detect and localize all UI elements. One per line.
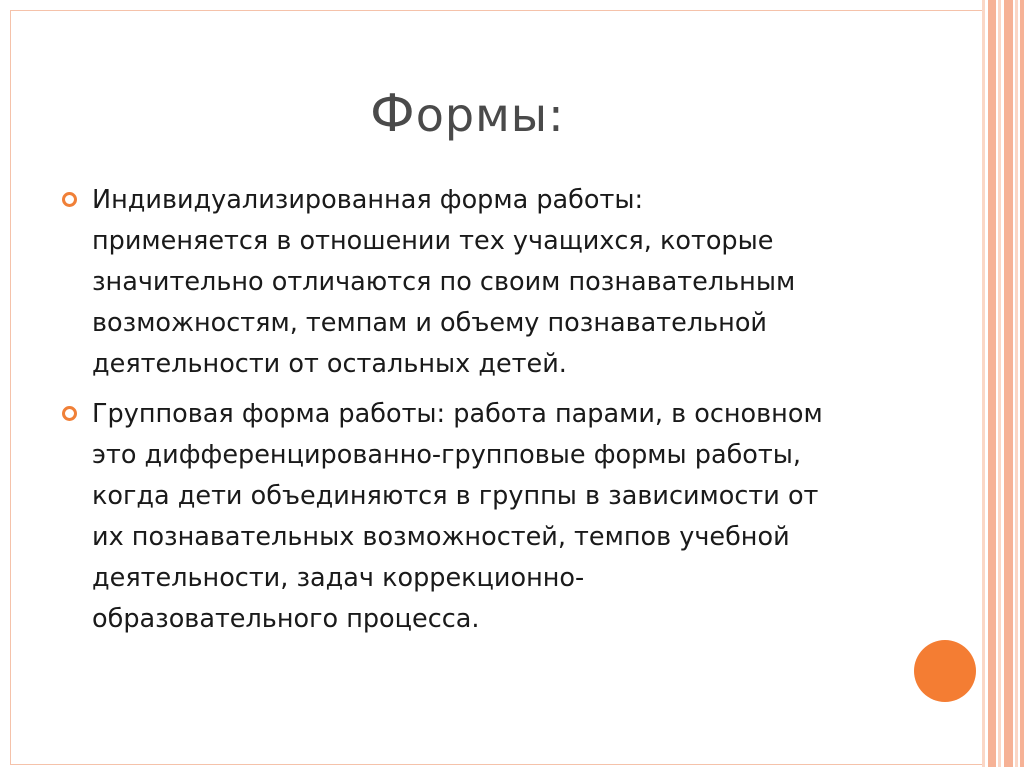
text-line: значительно отличаются по своим познавательным bbox=[92, 267, 796, 297]
text-line: применяется в отношении тех учащихся, которые bbox=[92, 226, 774, 256]
decorative-circle-icon bbox=[914, 640, 976, 702]
text-line: деятельности, задач коррекционно- bbox=[92, 563, 585, 593]
stripe bbox=[988, 0, 996, 767]
ring-bullet-icon bbox=[62, 192, 77, 207]
stripe bbox=[998, 0, 1001, 767]
stripe bbox=[1015, 0, 1018, 767]
stripe bbox=[1020, 0, 1024, 767]
text-line: возможностям, темпам и объему познавательной bbox=[92, 308, 768, 338]
list-item-individual bbox=[62, 180, 902, 385]
slide-title bbox=[370, 84, 565, 144]
text-line: это дифференцированно-групповые формы работы, bbox=[92, 440, 801, 470]
bullet-list bbox=[62, 180, 902, 649]
text-line: деятельности от остальных детей. bbox=[92, 349, 567, 379]
decorative-stripes bbox=[982, 0, 1024, 767]
text-line: Групповая форма работы: работа парами, в основном bbox=[92, 399, 823, 429]
title-rest: ормы: bbox=[415, 88, 565, 142]
text-line: когда дети объединяются в группы в зависимости от bbox=[92, 481, 819, 511]
text-line: образовательного процесса. bbox=[92, 604, 480, 634]
title-initial: Ф bbox=[370, 84, 416, 144]
stripe bbox=[1004, 0, 1013, 767]
ring-bullet-icon bbox=[62, 406, 77, 421]
stripe bbox=[982, 0, 985, 767]
text-line: Индивидуализированная форма работы: bbox=[92, 185, 644, 215]
list-item-group bbox=[62, 394, 902, 640]
text-line: их познавательных возможностей, темпов учебной bbox=[92, 522, 790, 552]
